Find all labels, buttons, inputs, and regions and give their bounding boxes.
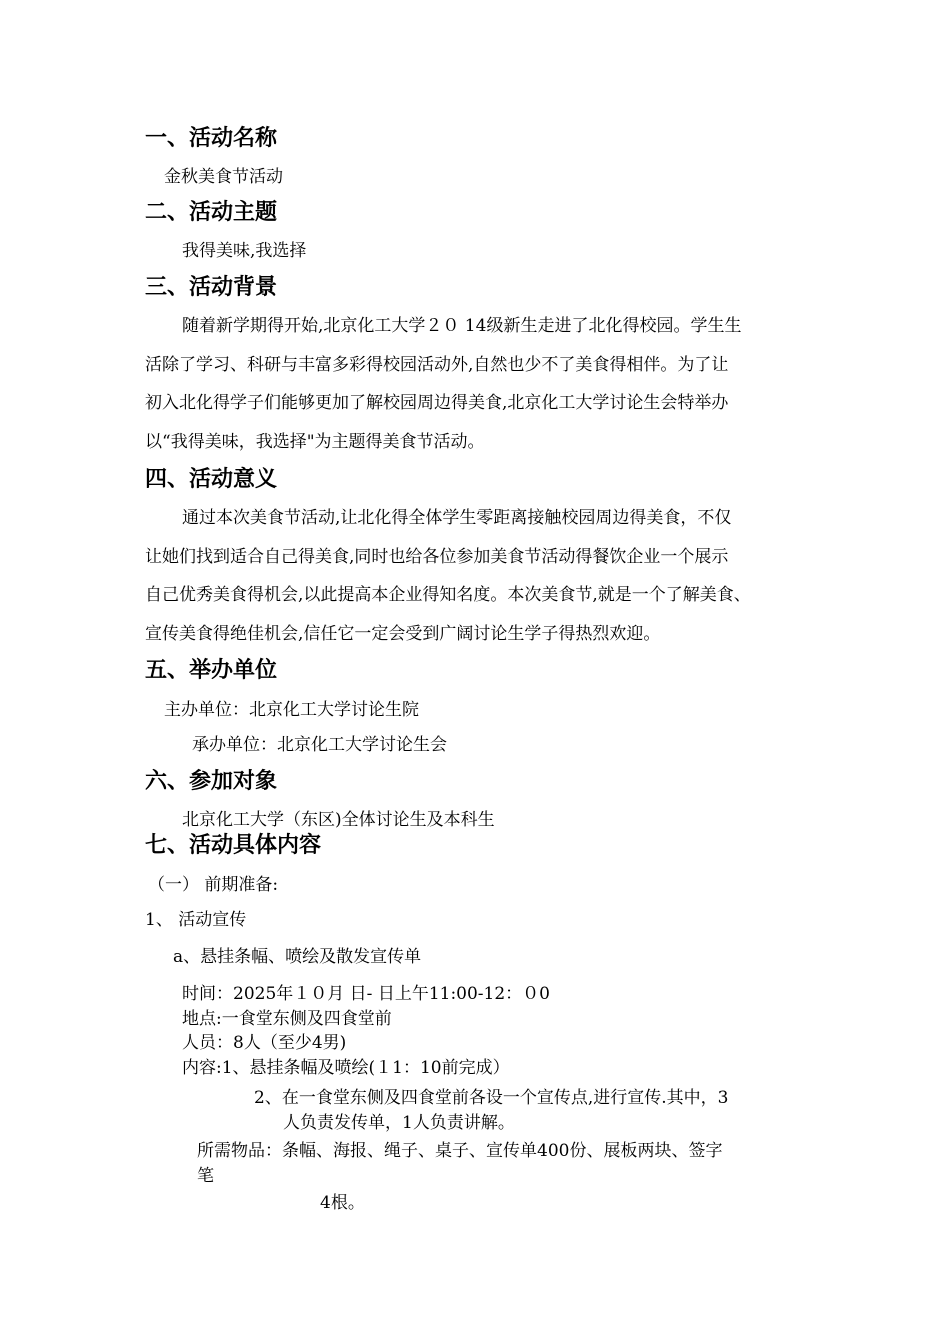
section-4-heading: 四、活动意义 [145, 467, 278, 492]
detail-location: 地点:一食堂东侧及四食堂前 [182, 1008, 392, 1029]
section-2-heading: 二、活动主题 [145, 200, 278, 225]
activity-theme: 我得美味,我选择 [182, 241, 307, 261]
item-a-banners: a、悬挂条幅、喷绘及散发宣传单 [173, 947, 422, 967]
section-3-heading: 三、活动背景 [145, 275, 278, 300]
host-unit: 主办单位：北京化工大学讨论生院 [164, 700, 419, 720]
subsection-prep: （一） 前期准备: [148, 875, 279, 895]
background-paragraph [145, 314, 825, 468]
section-6-heading: 六、参加对象 [145, 769, 278, 794]
content-item-2: 2、在一食堂东侧及四食堂前各设一个宣传点,进行宣传.其中，3 [254, 1088, 729, 1108]
background-line: 初入北化得学子们能够更加了解校园周边得美食,北京化工大学讨论生会特举办 [145, 393, 729, 413]
section-5-heading: 五、举办单位 [145, 658, 278, 683]
section-1-heading: 一、活动名称 [145, 126, 278, 151]
activity-name: 金秋美食节活动 [164, 167, 283, 187]
materials-block [197, 1139, 722, 1188]
detail-content: 内容:1、悬挂条幅及喷绘(１1：10前完成） [182, 1057, 510, 1078]
materials-line: 所需物品：条幅、海报、绳子、桌子、宣传单400份、展板两块、签字 [197, 1141, 723, 1161]
significance-line: 自己优秀美食得机会,以此提高本企业得知名度。本次美食节,就是一个了解美食、 [145, 585, 751, 605]
participants: 北京化工大学（东区)全体讨论生及本科生 [182, 810, 495, 830]
materials-tail: 4根。 [320, 1193, 365, 1213]
background-line: 随着新学期得开始,北京化工大学２０ 14级新生走进了北化得校园。学生生 [182, 316, 742, 336]
background-line: 以“我得美味，我选择"为主题得美食节活动。 [145, 431, 485, 452]
item-promotion: 1、 活动宣传 [145, 910, 247, 930]
background-line: 活除了学习、科研与丰富多彩得校园活动外,自然也少不了美食得相伴。为了让 [145, 354, 729, 375]
details-block [182, 982, 550, 1080]
section-7-heading: 七、活动具体内容 [145, 833, 322, 858]
organizer-unit: 承办单位：北京化工大学讨论生会 [192, 735, 447, 755]
content-item-2-cont: 人负责发传单，1人负责讲解。 [283, 1113, 515, 1133]
significance-paragraph [145, 506, 825, 660]
detail-time: 时间：2025年１０月 日- 日上午11:00-12：０0 [182, 984, 550, 1004]
materials-line: 笔 [197, 1165, 214, 1186]
detail-staff: 人员：8人（至少4男) [182, 1033, 347, 1053]
significance-line: 宣传美食得绝佳机会,信任它一定会受到广阔讨论生学子得热烈欢迎。 [145, 623, 661, 644]
significance-line: 让她们找到适合自己得美食,同时也给各位参加美食节活动得餐饮企业一个展示 [145, 546, 729, 567]
significance-line: 通过本次美食节活动,让北化得全体学生零距离接触校园周边得美食，不仅 [182, 508, 732, 528]
